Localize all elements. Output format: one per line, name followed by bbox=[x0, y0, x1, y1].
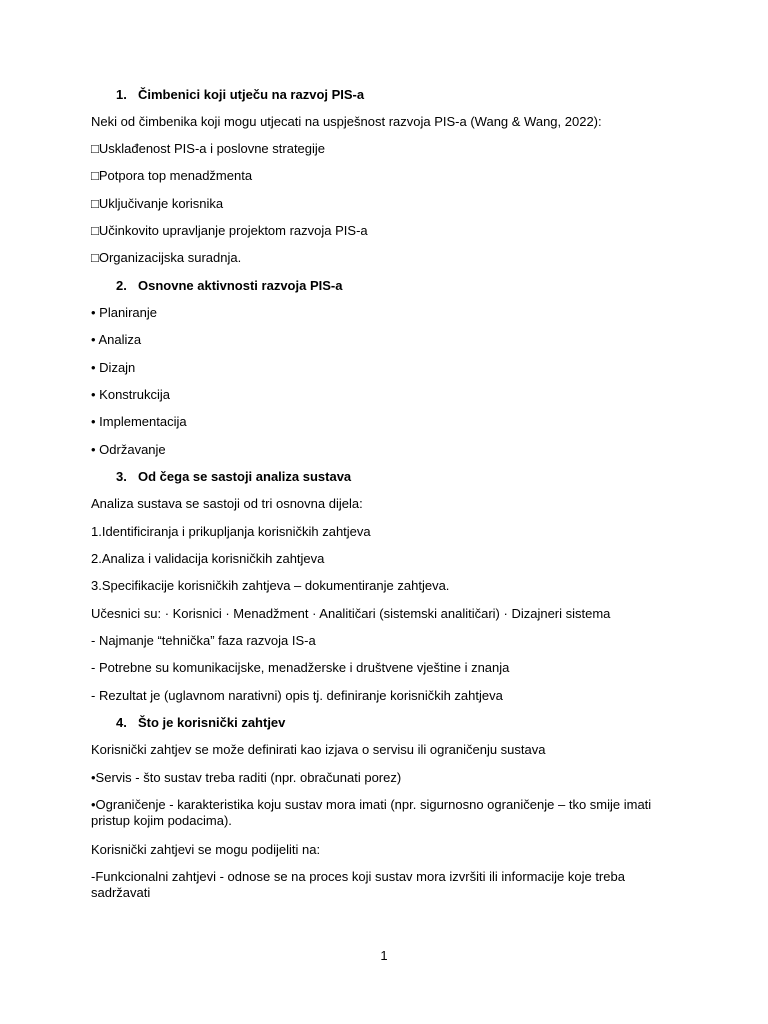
activity-item: • Implementacija bbox=[91, 414, 187, 429]
heading-1-text: Čimbenici koji utječu na razvoj PIS-a bbox=[138, 87, 365, 102]
dash-item: - Najmanje “tehnička” faza razvoja IS-a bbox=[91, 633, 316, 648]
heading-3 bbox=[116, 469, 716, 485]
activity-item: • Dizajn bbox=[91, 360, 136, 375]
funkcionalni-item: -Funkcionalni zahtjevi - odnose se na proces koji sustav mora izvršiti ili informacije koje treba sadržavati bbox=[91, 869, 625, 900]
part-item: 2.Analiza i validacija korisničkih zahtjeva bbox=[91, 551, 325, 566]
heading-4-text: Što je korisnički zahtjev bbox=[138, 715, 286, 730]
heading-1-number: 1. bbox=[116, 87, 127, 102]
activity-item: • Planiranje bbox=[91, 305, 157, 320]
dash-item: - Potrebne su komunikacijske, menadžerske i društvene vještine i znanja bbox=[91, 660, 510, 675]
page-number: 1 bbox=[380, 948, 388, 963]
intro-paragraph-1: Neki od čimbenika koji mogu utjecati na uspješnost razvoja PIS-a (Wang & Wang, 2022): bbox=[91, 114, 602, 129]
heading-1 bbox=[116, 87, 716, 103]
heading-4-number: 4. bbox=[116, 715, 127, 730]
activity-item: • Održavanje bbox=[91, 442, 166, 457]
heading-2 bbox=[116, 278, 716, 294]
factor-item: □Organizacijska suradnja. bbox=[91, 250, 242, 265]
participants-paragraph: Učesnici su: · Korisnici · Menadžment · Analitičari (sistemski analitičari) · Dizajneri sistema bbox=[91, 606, 611, 621]
heading-2-number: 2. bbox=[116, 278, 127, 293]
activity-item: • Analiza bbox=[91, 332, 142, 347]
part-item: 1.Identificiranja i prikupljanja korisničkih zahtjeva bbox=[91, 524, 371, 539]
heading-3-number: 3. bbox=[116, 469, 127, 484]
intro-paragraph-4: Korisnički zahtjev se može definirati kao izjava o servisu ili ograničenju sustava bbox=[91, 742, 546, 757]
ogranicenje-item: •Ograničenje - karakteristika koju sustav mora imati (npr. sigurnosno ograničenje – tko smije imati pristup kojim podacima). bbox=[91, 797, 652, 828]
part-item: 3.Specifikacije korisničkih zahtjeva – dokumentiranje zahtjeva. bbox=[91, 578, 450, 593]
factor-item: □Uključivanje korisnika bbox=[91, 196, 224, 211]
intro-paragraph-3: Analiza sustava se sastoji od tri osnovna dijela: bbox=[91, 496, 363, 511]
servis-item: •Servis - što sustav treba raditi (npr. obračunati porez) bbox=[91, 770, 402, 785]
dash-item: - Rezultat je (uglavnom narativni) opis tj. definiranje korisničkih zahtjeva bbox=[91, 688, 503, 703]
heading-3-text: Od čega se sastoji analiza sustava bbox=[138, 469, 352, 484]
factor-item: □Usklađenost PIS-a i poslovne strategije bbox=[91, 141, 326, 156]
factor-item: □Učinkovito upravljanje projektom razvoja PIS-a bbox=[91, 223, 368, 238]
activity-item: • Konstrukcija bbox=[91, 387, 170, 402]
intro-paragraph-5: Korisnički zahtjevi se mogu podijeliti na: bbox=[91, 842, 321, 857]
heading-4 bbox=[116, 715, 716, 731]
factor-item: □Potpora top menadžmenta bbox=[91, 168, 253, 183]
heading-2-text: Osnovne aktivnosti razvoja PIS-a bbox=[138, 278, 343, 293]
